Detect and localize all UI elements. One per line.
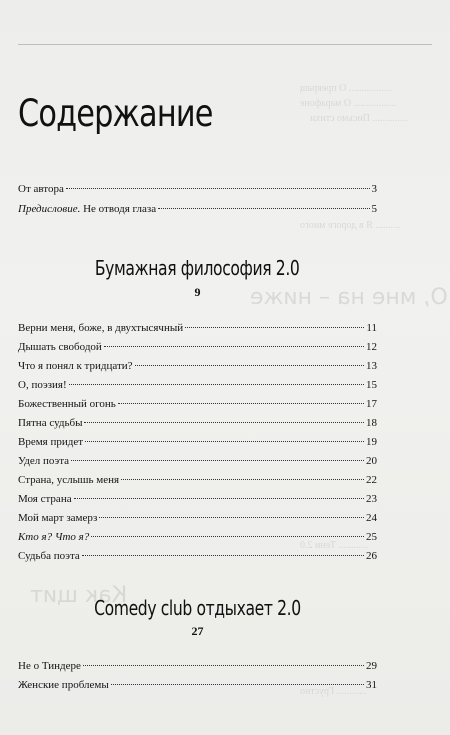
dot-leader	[74, 498, 364, 499]
toc-entry[interactable]	[18, 679, 377, 692]
toc-entry-title: Верни меня, боже, в двухтысячный	[18, 322, 184, 334]
toc-entry-title: Судьба поэта	[18, 550, 80, 562]
toc-entry-title: Мой март замерз	[18, 512, 98, 524]
toc-entry-title: От автора	[18, 183, 64, 195]
toc-entry-title: Пятна судьбы	[18, 417, 83, 429]
toc-entry-title: Моя страна	[18, 493, 72, 505]
dot-leader	[66, 188, 370, 189]
toc-entry-page: 19	[366, 436, 377, 448]
toc-entry-page: 13	[366, 360, 377, 372]
toc-entry-title: Не о Тиндере	[18, 660, 81, 672]
toc-entry-page: 15	[366, 379, 377, 391]
dot-leader	[84, 422, 364, 423]
toc-entry[interactable]	[18, 360, 377, 373]
page-title: Содержание	[18, 92, 213, 135]
toc-entry-title: Дышать свободой	[18, 341, 102, 353]
toc-entry[interactable]	[18, 322, 377, 335]
toc-entry-page: 22	[366, 474, 377, 486]
toc-entry-author-note[interactable]	[18, 183, 377, 196]
dot-leader	[104, 346, 364, 347]
section-title[interactable]: Бумажная философия 2.0	[95, 256, 300, 280]
toc-entry[interactable]	[18, 379, 377, 392]
dot-leader	[135, 365, 364, 366]
toc-entry[interactable]	[18, 398, 377, 411]
toc-entry-page: 17	[366, 398, 377, 410]
toc-entry[interactable]	[18, 417, 377, 430]
dot-leader	[158, 208, 369, 209]
header-rule	[18, 44, 432, 45]
toc-entry-page: 24	[366, 512, 377, 524]
toc-entry-title: Страна, услышь меня	[18, 474, 120, 486]
section-page: 27	[191, 624, 204, 638]
toc-entry-preface[interactable]	[18, 203, 377, 216]
dot-leader	[118, 403, 364, 404]
dot-leader	[99, 517, 364, 518]
dot-leader	[69, 384, 364, 385]
toc-entry[interactable]	[18, 493, 377, 506]
dot-leader	[82, 555, 364, 556]
toc-entry-page: 12	[366, 341, 377, 353]
toc-entry-page: 29	[366, 660, 377, 672]
dot-leader	[83, 665, 364, 666]
section-title[interactable]: Comedy club отдыхает 2.0	[94, 596, 301, 620]
toc-entry-title: О, поэзия!	[18, 379, 67, 391]
toc-entry[interactable]	[18, 660, 377, 673]
toc-entry-title: Кто я? Что я?	[18, 531, 90, 543]
toc-entry-page: 3	[371, 183, 377, 195]
toc-entry-title: Женские проблемы	[18, 679, 109, 691]
toc-entry[interactable]	[18, 531, 377, 544]
dot-leader	[111, 684, 364, 685]
dot-leader	[71, 460, 364, 461]
toc-entry-page: 31	[366, 679, 377, 691]
toc-entry[interactable]	[18, 474, 377, 487]
toc-entry[interactable]	[18, 455, 377, 468]
toc-entry-page: 18	[366, 417, 377, 429]
toc-entry-subtitle: Не отводя глаза	[83, 203, 157, 215]
dot-leader	[185, 327, 364, 328]
toc-entry-title-italic: Предисловие.	[18, 203, 81, 215]
toc-entry-title: Удел поэта	[18, 455, 70, 467]
dot-leader	[91, 536, 364, 537]
toc-entry-page: 25	[366, 531, 377, 543]
toc-entry-title: Божественный огонь	[18, 398, 116, 410]
dot-leader	[85, 441, 364, 442]
toc-entry[interactable]	[18, 550, 377, 563]
toc-entry-title: Время придет	[18, 436, 84, 448]
toc-entry-title: Что я понял к тридцати?	[18, 360, 133, 372]
toc-entry-page: 5	[371, 203, 377, 215]
toc-entry[interactable]	[18, 341, 377, 354]
toc-entry-page: 20	[366, 455, 377, 467]
section-page: 9	[194, 285, 201, 299]
dot-leader	[121, 479, 364, 480]
toc-entry-page: 26	[366, 550, 377, 562]
book-page: ................. О превращ ................. О марафоне .............. Письмо стихи .......... Я в дороге много О, мне на – ниже Как щит ............ Тени 2.0 ............ Грустно Содержание От автора 3 Предисловие. Не отводя глаза 5 Бумажная философия 2.0 9 Верни меня, боже, в двухтысячный 11 Дышать свободой 12 Что я понял к тридцати? 13 О, поэзия! 15 Божественный огонь 17 Пятна судьбы 18 Время придет 19 Удел поэта 20 Страна, услышь меня 22 Моя страна 23 Мой март замерз 24 Кто я? Что я? 25 Судьба поэта 26 Comedy club отдыхает 2.0 27 Не о Тиндере 29 Женские проблемы 31	[0, 0, 450, 735]
toc-entry[interactable]	[18, 436, 377, 449]
toc-entry-page: 23	[366, 493, 377, 505]
toc-entry[interactable]	[18, 512, 377, 525]
toc-entry-page: 11	[366, 322, 377, 334]
